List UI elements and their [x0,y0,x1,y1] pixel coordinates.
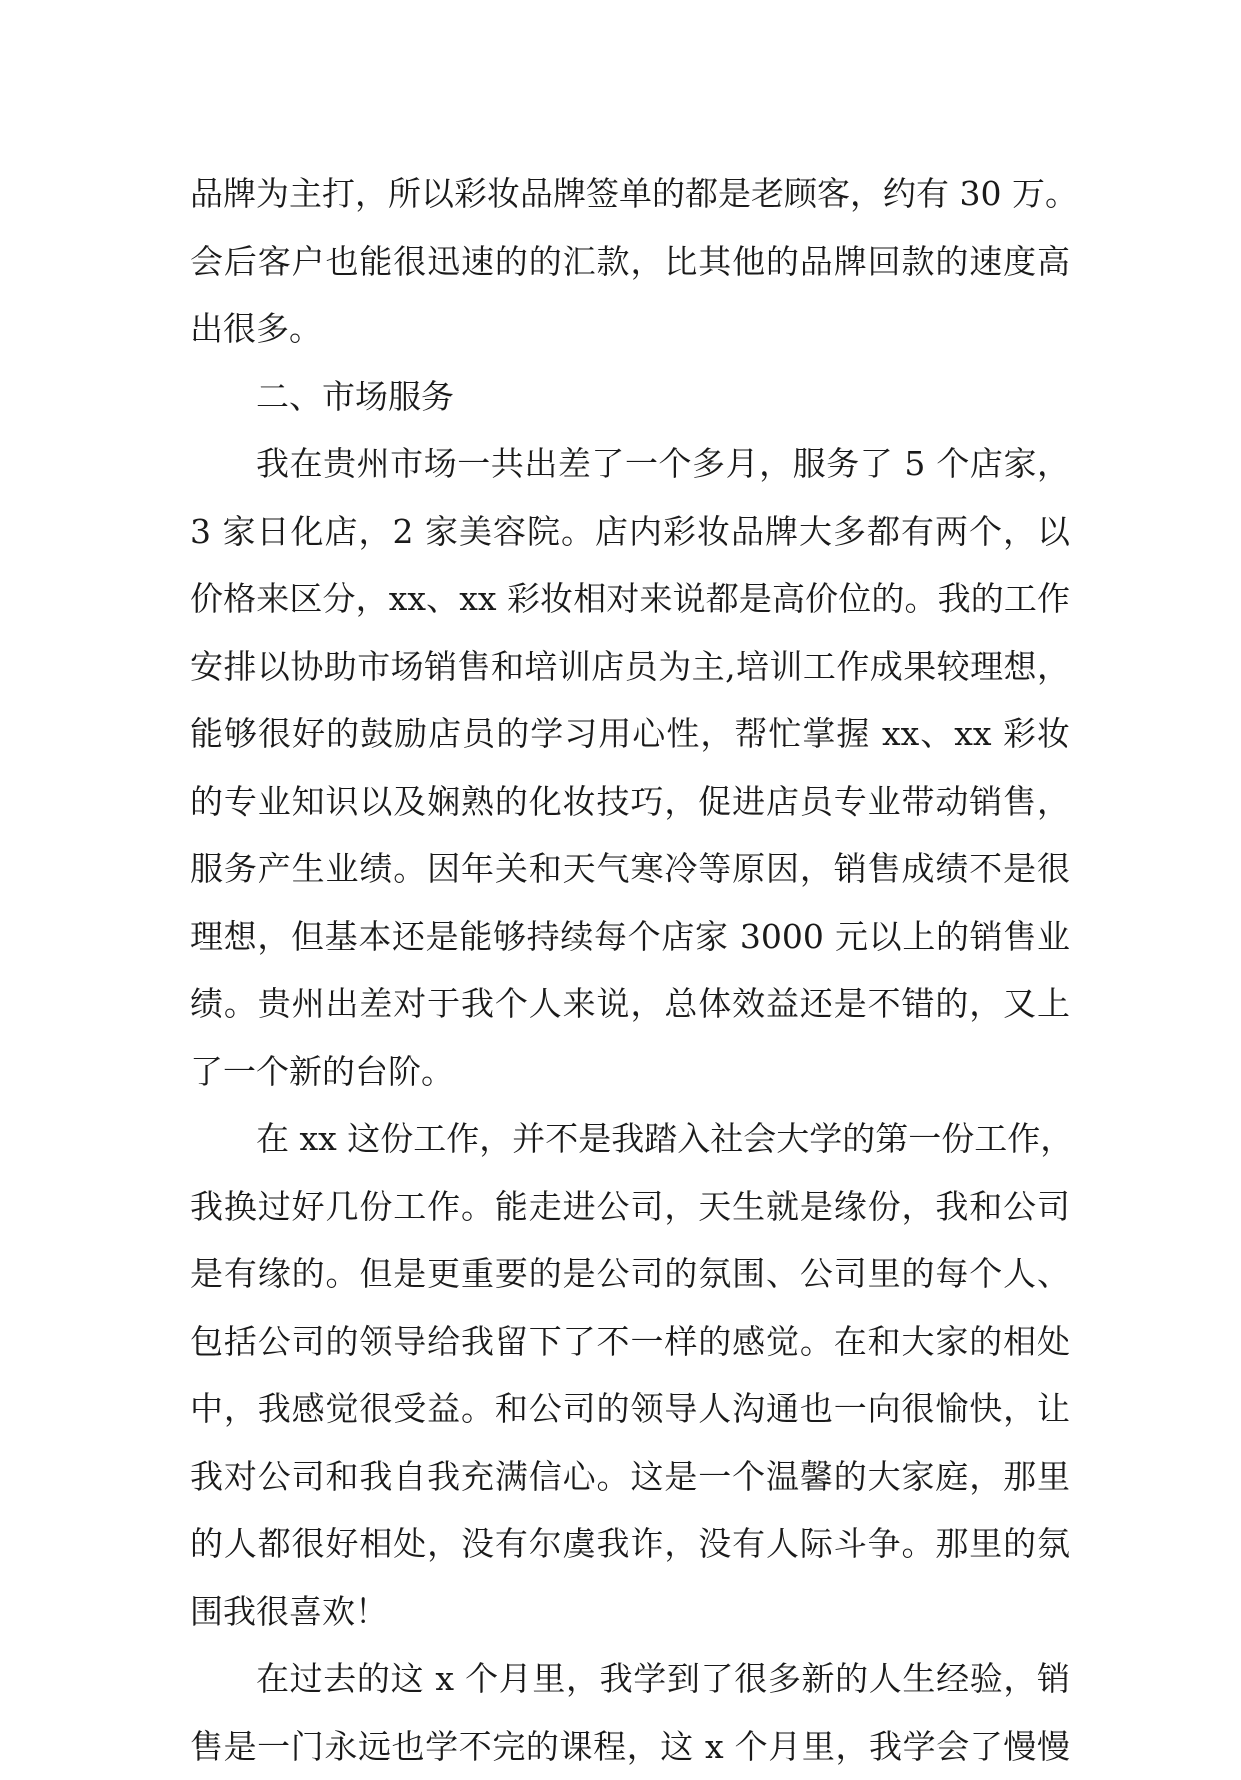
text-line: 的人都很好相处，没有尔虞我诈，没有人际斗争。那里的氛 [190,1510,1070,1578]
text-line: 安排以协助市场销售和培训店员为主,培训工作成果较理想， [190,633,1070,701]
document-body [190,160,1070,1780]
text-line: 是有缘的。但是更重要的是公司的氛围、公司里的每个人、 [190,1240,1070,1308]
text-line: 了一个新的台阶。 [190,1038,1070,1106]
text-line: 我在贵州市场一共出差了一个多月，服务了 5 个店家， [190,430,1070,498]
text-line: 出很多。 [190,295,1070,363]
text-line: 3 家日化店，2 家美容院。店内彩妆品牌大多都有两个，以 [190,498,1070,566]
text-line: 围我很喜欢！ [190,1578,1070,1646]
text-line: 绩。贵州出差对于我个人来说，总体效益还是不错的，又上 [190,970,1070,1038]
text-line: 品牌为主打，所以彩妆品牌签单的都是老顾客，约有 30 万。 [190,160,1070,228]
text-line: 中，我感觉很受益。和公司的领导人沟通也一向很愉快，让 [190,1375,1070,1443]
text-line: 在过去的这 x 个月里，我学到了很多新的人生经验，销 [190,1645,1070,1713]
text-line: 在 xx 这份工作，并不是我踏入社会大学的第一份工作， [190,1105,1070,1173]
text-line: 的专业知识以及娴熟的化妆技巧，促进店员专业带动销售， [190,768,1070,836]
text-line: 能够很好的鼓励店员的学习用心性，帮忙掌握 xx、xx 彩妆 [190,700,1070,768]
text-line: 包括公司的领导给我留下了不一样的感觉。在和大家的相处 [190,1308,1070,1376]
text-line: 服务产生业绩。因年关和天气寒冷等原因，销售成绩不是很 [190,835,1070,903]
text-line: 会后客户也能很迅速的的汇款，比其他的品牌回款的速度高 [190,228,1070,296]
text-line: 理想，但基本还是能够持续每个店家 3000 元以上的销售业 [190,903,1070,971]
text-line: 售是一门永远也学不完的课程，这 x 个月里，我学会了慢慢 [190,1713,1070,1780]
text-line: 我对公司和我自我充满信心。这是一个温馨的大家庭，那里 [190,1443,1070,1511]
text-line: 价格来区分，xx、xx 彩妆相对来说都是高价位的。我的工作 [190,565,1070,633]
text-line: 我换过好几份工作。能走进公司，天生就是缘份，我和公司 [190,1173,1070,1241]
section-heading: 二、市场服务 [190,363,1070,431]
